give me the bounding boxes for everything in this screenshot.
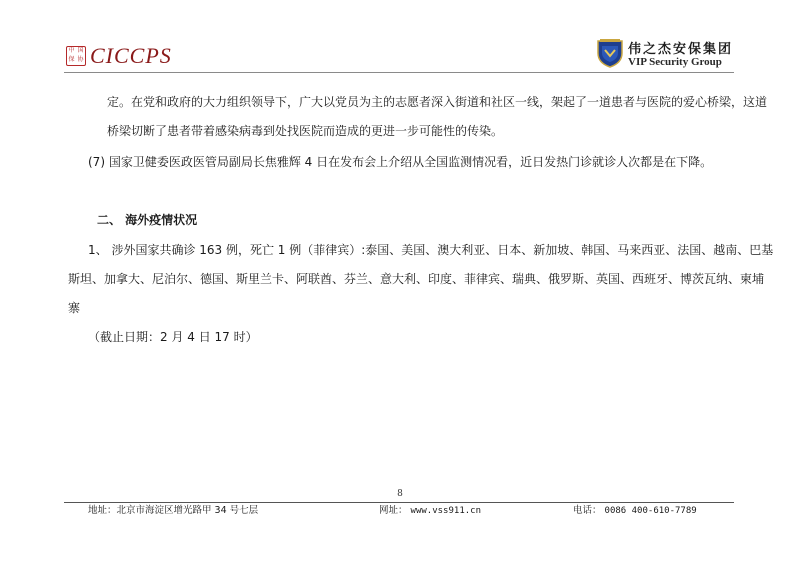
page-number: 8 xyxy=(397,489,403,499)
footer-address xyxy=(88,504,258,517)
cutoff-date: （截止日期：2 月 4 日 17 时） xyxy=(88,330,258,344)
shield-icon xyxy=(596,38,624,68)
body-line: (7) 国家卫健委医政医管局副局长焦雅辉 4 日在发布会上介绍从全国监测情况看，近日发热门诊就诊人次都是在下降。 xyxy=(88,155,713,169)
body-line: 寨 xyxy=(68,301,81,315)
header-divider xyxy=(64,72,734,73)
body-line: 1、 涉外国家共确诊 163 例，死亡 1 例（菲律宾）:泰国、美国、澳大利亚、日本、新加坡、韩国、马来西亚、法国、越南、巴基 xyxy=(88,243,774,257)
body-line: 定。在党和政府的大力组织领导下，广大以党员为主的志愿者深入街道和社区一线，架起了一道患者与医院的爱心桥梁，这道 xyxy=(107,95,768,109)
section-heading: 二、 海外疫情状况 xyxy=(97,213,198,227)
website-value: www.vss911.cn xyxy=(410,506,481,516)
footer-phone xyxy=(573,504,697,518)
address-label: 地址： xyxy=(88,505,117,516)
phone-label: 电话： xyxy=(573,505,602,516)
seal-char: 中 xyxy=(68,47,75,54)
group-name-cn: 伟之杰安保集团 xyxy=(628,42,734,57)
logo-text: CICCPS xyxy=(90,43,172,68)
ciccps-logo xyxy=(66,43,172,69)
vip-security-logo xyxy=(596,38,736,70)
website-label: 网址： xyxy=(379,505,408,516)
seal-char: 国 xyxy=(77,47,84,54)
phone-value: 0086 400-610-7789 xyxy=(604,506,697,516)
group-name-en: VIP Security Group xyxy=(628,56,722,68)
body-line: 桥梁切断了患者带着感染病毒到处找医院而造成的更进一步可能性的传染。 xyxy=(107,124,504,138)
seal-icon xyxy=(66,46,86,66)
seal-char: 保 xyxy=(68,56,75,63)
footer-divider xyxy=(64,502,734,503)
seal-char: 协 xyxy=(77,56,84,63)
address-value: 北京市海淀区增光路甲 34 号七层 xyxy=(116,505,259,516)
footer-website xyxy=(379,504,481,518)
body-line: 斯坦、加拿大、尼泊尔、德国、斯里兰卡、阿联酋、芬兰、意大利、印度、菲律宾、瑞典、俄罗斯、英国、西班牙、博茨瓦纳、柬埔 xyxy=(68,272,765,286)
